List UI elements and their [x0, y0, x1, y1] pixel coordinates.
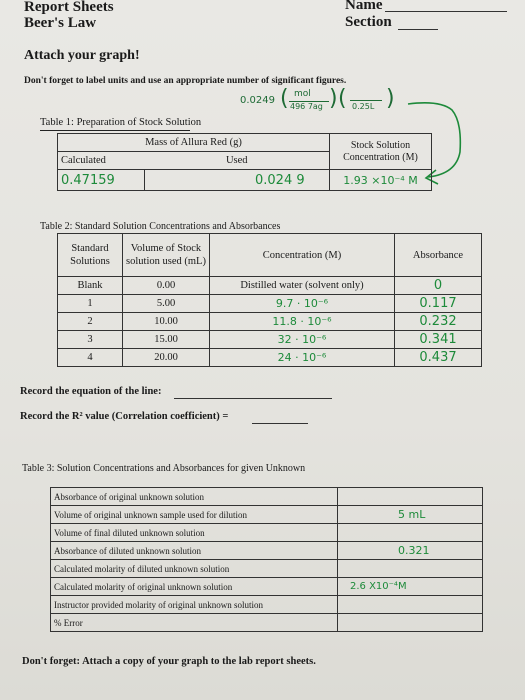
- stock-conc-header: Stock Solution Concentration (M): [330, 134, 432, 170]
- sig-fig-note: Don't forget to label units and use an appropriate number of significant figures.: [24, 76, 347, 86]
- row-conc[interactable]: 11.8 · 10⁻⁶: [210, 313, 395, 331]
- calc-mass: 0.0249: [240, 95, 275, 106]
- row-label: Volume of original unknown sample used for dilution: [51, 506, 338, 524]
- used-value-text: 0.024 9: [255, 172, 305, 188]
- row-label: Absorbance of original unknown solution: [51, 488, 338, 506]
- calc-frac2-bar: [350, 100, 382, 101]
- row-label: Calculated molarity of original unknown solution: [51, 578, 338, 596]
- row-label: Volume of final diluted unknown solution: [51, 524, 338, 542]
- table3: [50, 487, 483, 632]
- row-std: 4: [58, 349, 123, 367]
- equation-field-line[interactable]: [174, 398, 332, 399]
- header-standard-solutions: Standard Solutions: [58, 234, 123, 277]
- table-row: [51, 506, 483, 524]
- header-absorbance: Absorbance: [395, 234, 482, 277]
- table1-title-underline: [40, 130, 190, 131]
- calc-paren-open: (: [280, 86, 289, 111]
- row-conc[interactable]: 9.7 · 10⁻⁶: [210, 295, 395, 313]
- row-conc: Distilled water (solvent only): [210, 277, 395, 295]
- table2: [57, 233, 482, 367]
- row-value[interactable]: [338, 524, 483, 542]
- row-std: Blank: [58, 277, 123, 295]
- name-field-line[interactable]: [385, 11, 507, 12]
- attach-graph-heading: Attach your graph!: [24, 48, 140, 63]
- header-concentration: Concentration (M): [210, 234, 395, 277]
- row-std: 1: [58, 295, 123, 313]
- row-value[interactable]: [338, 596, 483, 614]
- row-label: Instructor provided molarity of original unknown solution: [51, 596, 338, 614]
- report-title: Report Sheets: [24, 0, 114, 15]
- calculated-value[interactable]: [58, 170, 145, 191]
- row-abs[interactable]: 0.437: [395, 349, 482, 367]
- row-vol: 20.00: [123, 349, 210, 367]
- table-row: [58, 331, 482, 349]
- table1-title: [40, 117, 201, 128]
- table-row: [51, 542, 483, 560]
- r2-field-line[interactable]: [252, 423, 308, 424]
- calculated-value-text: 0.47159: [61, 172, 115, 188]
- row-value[interactable]: 5 mL: [338, 506, 483, 524]
- row-value[interactable]: [338, 560, 483, 578]
- row-label: Absorbance of diluted unknown solution: [51, 542, 338, 560]
- calc-paren2-open: (: [338, 86, 347, 111]
- used-label: Used: [145, 152, 330, 170]
- row-vol: 10.00: [123, 313, 210, 331]
- record-equation-label: Record the equation of the line:: [20, 386, 162, 397]
- table-row: [51, 596, 483, 614]
- stock-conc-value-text: 1.93 ×10⁻⁴ M: [343, 173, 418, 187]
- row-std: 2: [58, 313, 123, 331]
- calc-frac1-den: 496 7ag: [290, 102, 323, 111]
- section-field-line[interactable]: [398, 29, 438, 30]
- section-label: Section: [345, 14, 392, 30]
- row-vol: 5.00: [123, 295, 210, 313]
- table-row: [58, 295, 482, 313]
- calc-frac1-num: mol: [294, 89, 311, 99]
- row-abs[interactable]: 0.117: [395, 295, 482, 313]
- row-vol: 0.00: [123, 277, 210, 295]
- calc-paren2-close: ): [386, 86, 395, 111]
- table-row: [51, 614, 483, 632]
- row-value[interactable]: [338, 614, 483, 632]
- header-volume-stock: Volume of Stock solution used (mL): [123, 234, 210, 277]
- record-r2-label: Record the R² value (Correlation coefficient) =: [20, 411, 229, 422]
- row-abs[interactable]: 0: [395, 277, 482, 295]
- row-value[interactable]: [338, 488, 483, 506]
- table-row: [58, 313, 482, 331]
- row-conc[interactable]: 24 · 10⁻⁶: [210, 349, 395, 367]
- report-subtitle: Beer's Law: [24, 15, 97, 31]
- name-label: Name: [345, 0, 383, 13]
- table-row: [51, 560, 483, 578]
- row-label: Calculated molarity of diluted unknown solution: [51, 560, 338, 578]
- table-row: [58, 349, 482, 367]
- table1: [57, 133, 432, 191]
- row-label: % Error: [51, 614, 338, 632]
- table1-title-text: Table 1: Preparation of Stock Solution: [40, 117, 202, 128]
- row-std: 3: [58, 331, 123, 349]
- row-abs[interactable]: 0.232: [395, 313, 482, 331]
- table-row: [51, 524, 483, 542]
- row-vol: 15.00: [123, 331, 210, 349]
- row-abs[interactable]: 0.341: [395, 331, 482, 349]
- row-value[interactable]: 2.6 X10⁻⁴M: [338, 578, 483, 596]
- calc-paren-close: ): [329, 86, 338, 111]
- table2-title: Table 2: Standard Solution Concentrations and Absorbances: [40, 221, 281, 232]
- table-row: [51, 578, 483, 596]
- footer-reminder: Don't forget: Attach a copy of your graph to the lab report sheets.: [22, 656, 316, 667]
- calculated-label: Calculated: [58, 152, 145, 170]
- row-conc[interactable]: 32 · 10⁻⁶: [210, 331, 395, 349]
- row-value[interactable]: 0.321: [338, 542, 483, 560]
- table-row: [51, 488, 483, 506]
- used-value[interactable]: [145, 170, 330, 191]
- calc-frac2-den: 0.25L: [352, 102, 375, 111]
- table-row: [58, 277, 482, 295]
- stock-conc-value[interactable]: [330, 170, 432, 191]
- mass-header: Mass of Allura Red (g): [58, 134, 330, 152]
- table3-title: Table 3: Solution Concentrations and Absorbances for given Unknown: [22, 463, 306, 474]
